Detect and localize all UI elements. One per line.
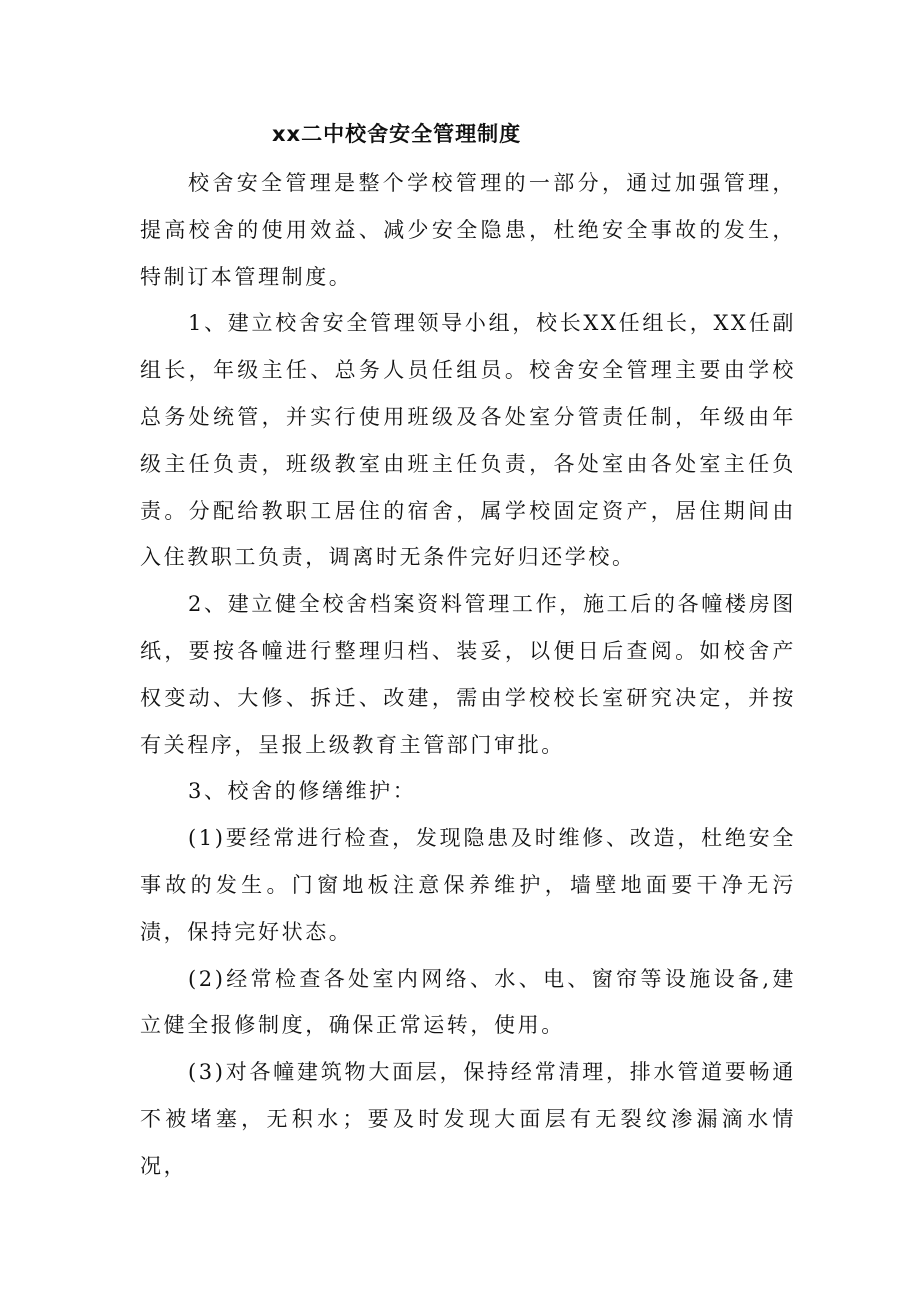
document-title: xx二中校舍安全管理制度 [272, 122, 522, 146]
paragraph-subitem-3: (3)对各幢建筑物大面层，保持经常清理，排水管道要畅通不被堵塞，无积水；要及时发现大面层有无裂纹渗漏滴水情况， [140, 1060, 796, 1178]
paragraph-intro: 校舍安全管理是整个学校管理的一部分，通过加强管理，提高校舍的使用效益、减少安全隐患，杜绝安全事故的发生，特制订本管理制度。 [140, 171, 796, 289]
document-body [140, 160, 796, 1190]
paragraph-item-1: 1、建立校舍安全管理领导小组，校长XX任组长，XX任副组长，年级主任、总务人员任组员。校舍安全管理主要由学校总务处统管，并实行使用班级及各处室分管责任制，年级由年级主任负责，班级教室由班主任负责，各处室由各处室主任负责。分配给教职工居住的宿舍，属学校固定资产，居住期间由入住教职工负责，调离时无条件完好归还学校。 [140, 311, 796, 570]
paragraph-item-2: 2、建立健全校舍档案资料管理工作，施工后的各幢楼房图纸，要按各幢进行整理归档、装妥，以便日后查阅。如校舍产权变动、大修、拆迁、改建，需由学校校长室研究决定，并按有关程序，呈报上级教育主管部门审批。 [140, 592, 796, 757]
paragraph-subitem-1: (1)要经常进行检查，发现隐患及时维修、改造，杜绝安全事故的发生。门窗地板注意保养维护，墙壁地面要干净无污渍，保持完好状态。 [140, 826, 796, 944]
paragraph-item-3: 3、校舍的修缮维护： [188, 779, 417, 804]
paragraph-subitem-2: (2)经常检查各处室内网络、水、电、窗帘等设施设备,建立健全报修制度，确保正常运转，使用。 [140, 966, 796, 1038]
